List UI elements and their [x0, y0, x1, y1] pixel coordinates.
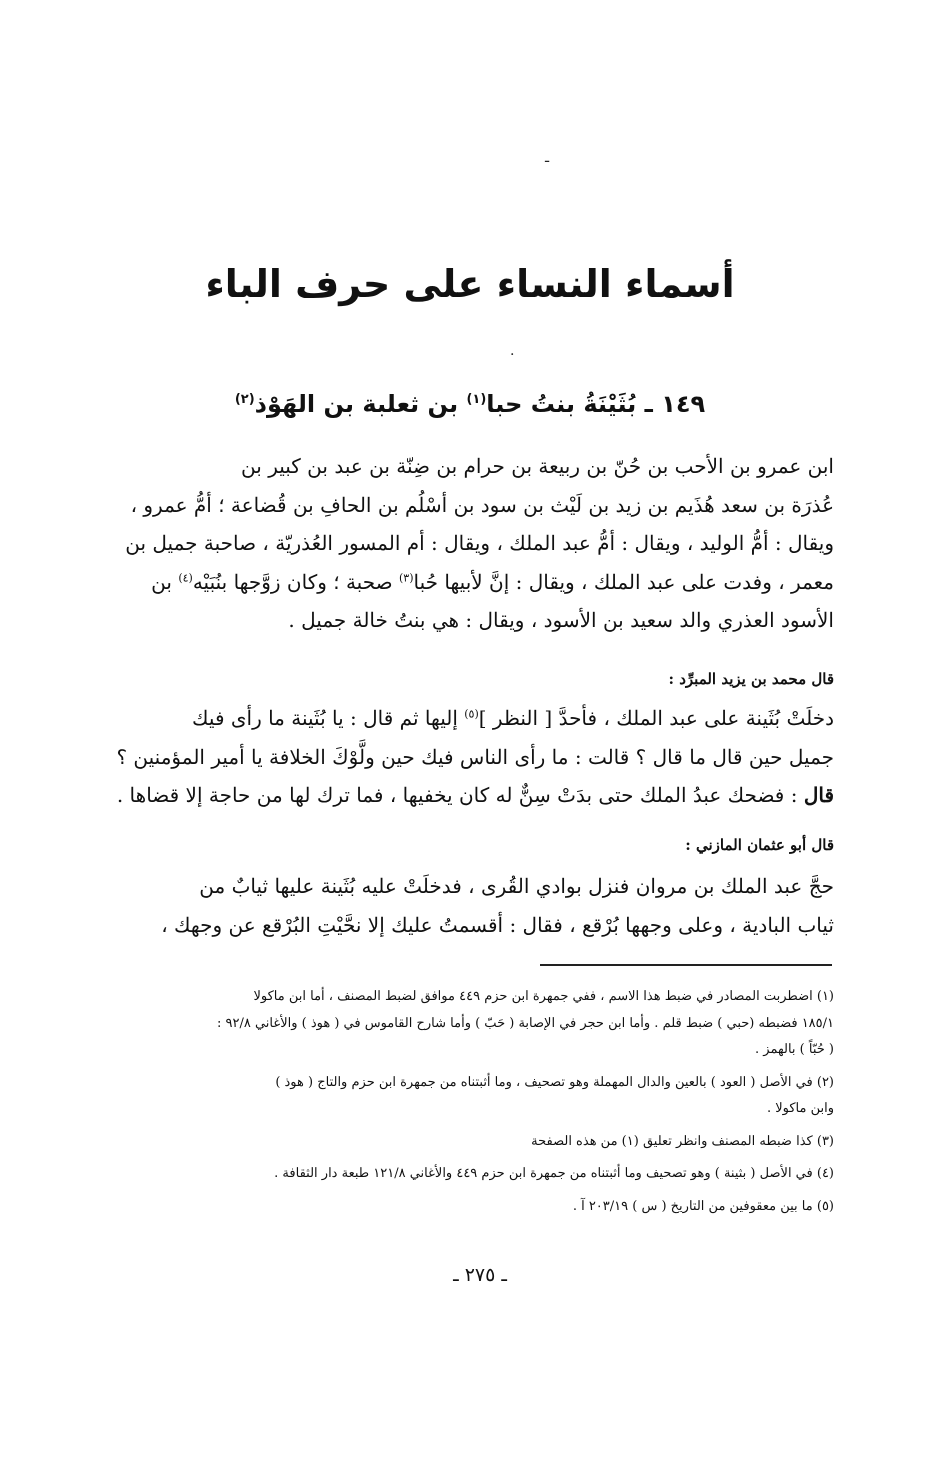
- paragraph-line: [112, 563, 834, 602]
- footnote-line: (٣) كذا ضبطه المصنف وانظر تعليق (١) من هذه الصفحة: [531, 1133, 834, 1149]
- entry-dash: ـ: [644, 390, 653, 418]
- page-number: ـ ٢٧٥ ـ: [453, 1264, 507, 1286]
- entry-name: بُثَيْنَةُ بنتُ حبا: [486, 390, 637, 418]
- footnote-line: (١) اضطربت المصادر في ضبط هذا الاسم ، ففي جمهرة ابن حزم ٤٤٩ موافق لضبط المصنف ، أما ابن ماكولا: [253, 989, 834, 1004]
- entry-heading: [120, 390, 820, 418]
- paragraph-line: حجَّ عبد الملك بن مروان فنزل بوادي القُرى ، فدخلَتْ عليه بُثَينة عليها ثيابٌ من: [199, 874, 834, 898]
- footnote-line: (٢) في الأصل ( العود ) بالعين والدال المهملة وهو تصحيف ، وما أثبتناه من جمهرة ابن حزم والتاج ( هوذ ): [275, 1074, 834, 1090]
- top-speck-mark: ـ: [545, 150, 550, 166]
- paragraph-anecdote-1: [112, 699, 834, 815]
- footnote-line: (٥) ما بين معقوفين من التاريخ ( س ) ٢٠٣/١٩ آ .: [572, 1198, 834, 1214]
- footnote-ref-1: (١): [466, 392, 487, 407]
- attribution-mubarrad: قال محمد بن يزيد المبرِّد :: [668, 670, 834, 688]
- chapter-title: أسماء النساء على حرف الباء: [205, 262, 735, 306]
- text-segment: صحبة ؛ وكان زوَّجها بنُبَيْه: [192, 569, 399, 594]
- footnote-3: [140, 1129, 834, 1156]
- text-segment: دخلَتْ بُثَينة على عبد الملك ، فأحدَّ [ النظر ]: [478, 706, 834, 730]
- paragraph-line: ابن عمرو بن الأحب بن حُنّ بن ربيعة بن حرام بن ضِنّة بن عبد بن كبير بن: [241, 454, 834, 478]
- footnote-5: [140, 1194, 834, 1221]
- paragraph-line: جميل حين قال ما قال ؟ قالت : ما رأى الناس فيك حين ولَّوْكَ الخلافة يا أمير المؤمنين ؟: [116, 744, 834, 769]
- footnote-ref-3: (٣): [398, 570, 414, 584]
- bold-word: قال: [803, 783, 834, 807]
- footnote-2: [140, 1070, 834, 1123]
- footnote-line: ( حُبّاً ) بالهمز .: [755, 1042, 834, 1057]
- entry-number: ١٤٩: [661, 390, 706, 418]
- footnote-line: وابن ماكولا .: [766, 1101, 834, 1116]
- footnote-ref-5: (٥): [464, 707, 479, 721]
- footnote-4: [140, 1161, 834, 1188]
- footnote-1: [140, 984, 834, 1064]
- text-segment: : فضحك عبدُ الملك حتى بدَتْ سِنٌّ له كان يخفيها ، فما ترك لها من حاجة إلا قضاها .: [116, 783, 804, 807]
- paragraph-line: ثياب البادية ، وعلى وجهها بُرْقع ، فقال : أقسمتُ عليك إلا نحَّيْتِ البُرْقع عن وجهك ،: [161, 912, 834, 937]
- footnote-line: ١٨٥/١ فضبطه (حبي ) ضبط قلم . وأما ابن حجر في الإصابة ( حَبّ ) وأما شارح القاموس في ( هوذ ) والأغاني ٩٢/٨ :: [217, 1015, 834, 1031]
- entry-lineage: بن ثعلبة بن الهَوْذ: [254, 390, 459, 418]
- paragraph-line: ويقال : أمُّ الوليد ، ويقال : أمُّ عبد الملك ، ويقال : أم المسور العُذريّة ، صاحبة جميل بن: [125, 531, 834, 555]
- attribution-mazini: قال أبو عثمان المازني :: [685, 836, 834, 854]
- text-segment: إليها ثم قال : يا بُثَينة ما رأى فيك: [192, 706, 465, 730]
- footnote-line: (٤) في الأصل ( بثينة ) وهو تصحيف وما أثبتناه من جمهرة ابن حزم ٤٤٩ والأغاني ١٢١/٨ طبعة دار الثقافة .: [274, 1166, 834, 1181]
- footnote-divider: [540, 964, 832, 966]
- mid-speck-mark: .: [510, 343, 515, 359]
- footnotes: [140, 984, 834, 1226]
- text-segment: معمر ، وفدت على عبد الملك ، ويقال : إنَّ لأبيها حُبا: [413, 569, 834, 594]
- footnote-ref-2: (٢): [234, 392, 255, 407]
- paragraph-line: [112, 776, 834, 815]
- text-segment: بن: [151, 569, 179, 594]
- paragraph-anecdote-2: [112, 867, 834, 944]
- paragraph-lineage: [112, 447, 834, 640]
- footnote-ref-4: (٤): [178, 570, 193, 584]
- paragraph-line: [112, 699, 834, 738]
- paragraph-line: الأسود العذري والد سعيد بن الأسود ، ويقال : هي بنتُ خالة جميل .: [288, 608, 834, 632]
- paragraph-line: عُذرَة بن سعد هُذَيم بن زيد بن لَيْث بن سود بن أسْلُم بن الحافِ بن قُضاعة ؛ أمُّ عمرو ،: [130, 492, 834, 517]
